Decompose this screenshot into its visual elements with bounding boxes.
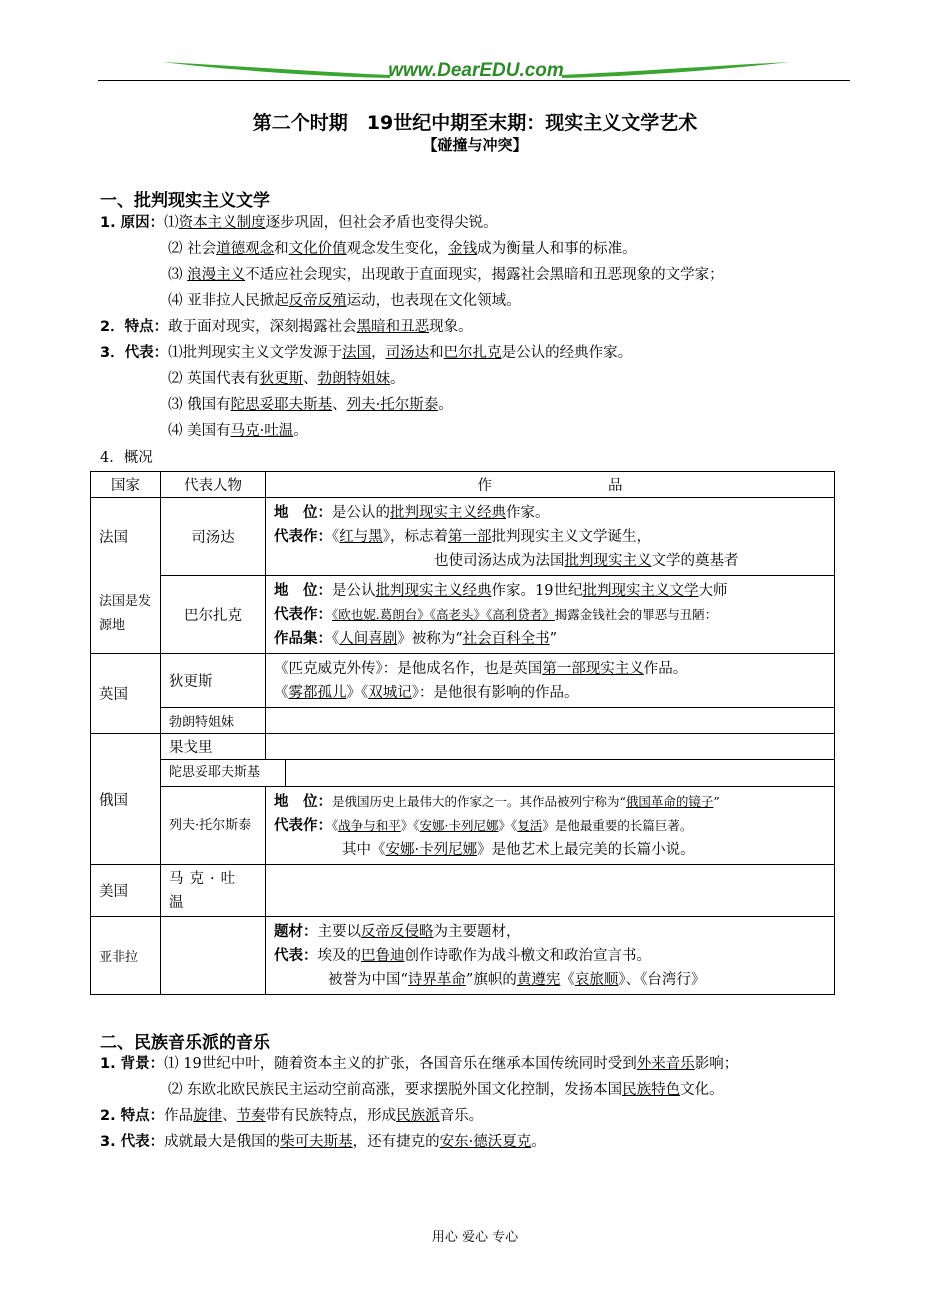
table-row bbox=[91, 708, 835, 734]
overview-table bbox=[90, 471, 835, 995]
s2-rep-line: 3. 代表：成就最大是俄国的柴可夫斯基，还有捷克的安东·德沃夏克。 bbox=[100, 1134, 546, 1150]
page-subtitle: 【碰撞与冲突】 bbox=[422, 136, 528, 154]
s1-reason-line4: ⑷ 亚非拉人民掀起反帝反殖运动，也表现在文化领域。 bbox=[168, 293, 521, 309]
s2-bg-line2: ⑵ 东欧北欧民族民主运动空前高涨，要求摆脱外国文化控制，发扬本国民族特色文化。 bbox=[168, 1082, 724, 1098]
works-tolstoy: 地 位：是俄国历史上最伟大的作家之一。其作品被列宁称为“俄国革命的镜子” 代表作：《战争与和平》《安娜·卡列尼娜》《复活》是他最重要的长篇巨著。 其中《安娜·卡列尼娜》是他艺术上最完美的长篇小说。 bbox=[266, 787, 835, 865]
s1-rep-line4: ⑷ 美国有马克·吐温。 bbox=[168, 423, 308, 439]
france-origin-note: 法国是发源地 bbox=[91, 576, 161, 654]
s1-reason-line3: ⑶ 浪漫主义不适应社会现实，出现敢于直面现实，揭露社会黑暗和丑恶现象的文学家； bbox=[168, 267, 724, 283]
table-row bbox=[91, 760, 835, 787]
reason-label: 1. 原因： bbox=[100, 215, 165, 231]
section2-heading: 二、民族音乐派的音乐 bbox=[100, 1033, 270, 1053]
s2-feature-line: 2. 特点：作品旋律、节奏带有民族特点，形成民族派音乐。 bbox=[100, 1108, 484, 1124]
table-row bbox=[91, 787, 835, 865]
rep-label: 3．代表： bbox=[100, 345, 169, 361]
figure-gogol: 果戈里 bbox=[161, 734, 266, 760]
table-row bbox=[91, 576, 835, 654]
figure-twain: 马克·吐温 bbox=[161, 865, 266, 917]
logo-text: www.DearEDU.com bbox=[388, 60, 564, 81]
works-dostoevsky bbox=[286, 760, 834, 786]
works-twain bbox=[266, 865, 835, 917]
s1-rep-line3: ⑶ 俄国有陀思妥耶夫斯基、列夫·托尔斯泰。 bbox=[168, 397, 453, 413]
table-row bbox=[91, 865, 835, 917]
works-stendhal: 地 位：是公认的批判现实主义经典作家。 代表作：《红与黑》，标志着第一部批判现实主义文学诞生， 也使司汤达成为法国批判现实主义文学的奠基者 bbox=[266, 498, 835, 576]
site-logo bbox=[160, 56, 792, 82]
section1-heading: 一、批判现实主义文学 bbox=[100, 191, 270, 211]
figure-afro bbox=[161, 917, 266, 995]
header-figure: 代表人物 bbox=[161, 472, 266, 498]
figure-balzac: 巴尔扎克 bbox=[161, 576, 266, 654]
feature-label: 2．特点： bbox=[100, 319, 169, 335]
header-works: 作 品 bbox=[266, 472, 835, 498]
figure-bronte: 勃朗特姐妹 bbox=[161, 708, 266, 734]
s1-overview-label: 4．概况 bbox=[100, 450, 153, 466]
country-russia: 俄国 bbox=[91, 734, 161, 865]
works-dickens: 《匹克威克外传》：是他成名作，也是英国第一部现实主义作品。 《雾都孤儿》《双城记》：是他很有影响的作品。 bbox=[266, 654, 835, 708]
figure-stendhal: 司汤达 bbox=[161, 498, 266, 576]
table-header-row bbox=[91, 472, 835, 498]
dostoevsky-cell bbox=[161, 760, 835, 787]
page-title: 第二个时期 19世纪中期至末期：现实主义文学艺术 bbox=[252, 112, 698, 134]
country-england: 英国 bbox=[91, 654, 161, 734]
country-france: 法国 bbox=[91, 498, 161, 576]
works-bronte bbox=[266, 708, 835, 734]
figure-tolstoy: 列夫·托尔斯泰 bbox=[161, 787, 266, 865]
region-afro-asia-latin: 亚非拉 bbox=[91, 917, 161, 995]
figure-dostoevsky: 陀思妥耶夫斯基 bbox=[161, 760, 286, 786]
table-row bbox=[91, 917, 835, 995]
country-usa: 美国 bbox=[91, 865, 161, 917]
s2-bg-line1: 1. 背景：⑴ 19世纪中叶，随着资本主义的扩张，各国音乐在继承本国传统同时受到外来音乐影响； bbox=[100, 1056, 739, 1072]
figure-dickens: 狄更斯 bbox=[161, 654, 266, 708]
s1-rep-line2: ⑵ 英国代表有狄更斯、勃朗特姐妹。 bbox=[168, 371, 405, 387]
s1-feature-line: 2．特点：敢于面对现实，深刻揭露社会黑暗和丑恶现象。 bbox=[100, 319, 473, 335]
table-row bbox=[91, 734, 835, 760]
works-afro: 题材：主要以反帝反侵略为主要题材， 代表：埃及的巴鲁迪创作诗歌作为战斗檄文和政治宣言书。 被誉为中国“诗界革命”旗帜的黄遵宪《哀旅顺》、《台湾行》 bbox=[266, 917, 835, 995]
page-footer: 用心 爱心 专心 bbox=[431, 1230, 519, 1245]
header-country: 国家 bbox=[91, 472, 161, 498]
works-gogol bbox=[266, 734, 835, 760]
table-row bbox=[91, 654, 835, 708]
s1-rep-line1: 3．代表：⑴批判现实主义文学发源于法国，司汤达和巴尔扎克是公认的经典作家。 bbox=[100, 345, 633, 361]
works-balzac: 地 位：是公认批判现实主义经典作家。19世纪批判现实主义文学大师 代表作：《欧也妮.葛朗台》《高老头》《高利贷者》揭露金钱社会的罪恶与丑陋： 作品集：《人间喜剧》被称为“社会百科全书” bbox=[266, 576, 835, 654]
table-row bbox=[91, 498, 835, 576]
s1-reason-line1: 1. 原因：⑴资本主义制度逐步巩固，但社会矛盾也变得尖锐。 bbox=[100, 215, 498, 231]
s1-reason-line2: ⑵ 社会道德观念和文化价值观念发生变化，金钱成为衡量人和事的标准。 bbox=[168, 241, 637, 257]
